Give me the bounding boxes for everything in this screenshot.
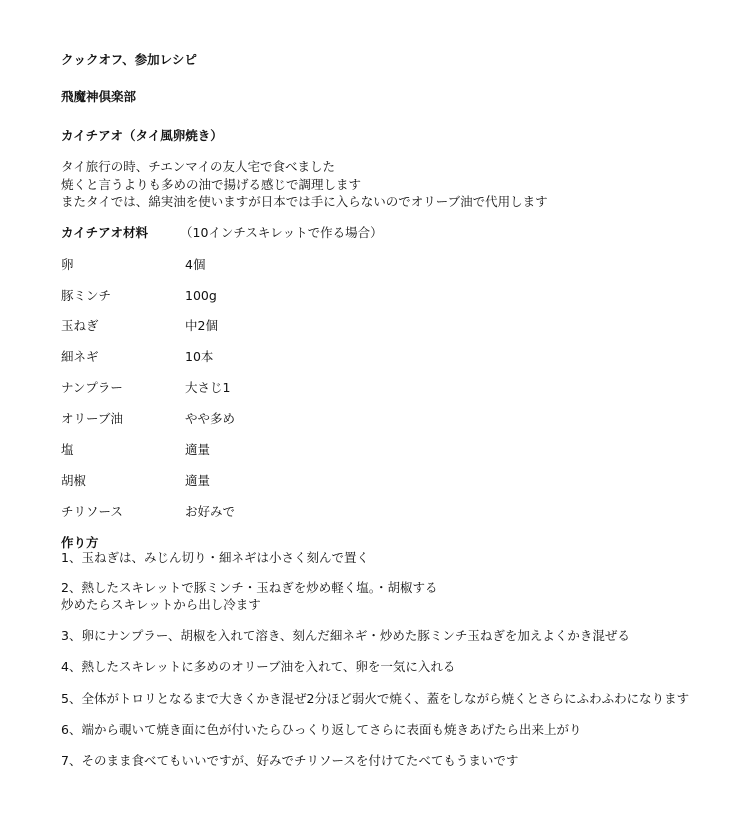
dish-title: カイチアオ（タイ風卵焼き） — [61, 128, 223, 143]
ingredient-qty: 100g — [185, 288, 217, 303]
ingredient-name: 塩 — [61, 442, 74, 457]
ingredient-name: オリーブ油 — [61, 411, 123, 426]
document-header: クックオフ、参加レシピ — [61, 52, 197, 67]
ingredient-name: 玉ねぎ — [61, 318, 99, 333]
ingredient-qty: 10本 — [185, 349, 214, 364]
method-step: 1、玉ねぎは、みじん切り・細ネギは小さく刻んで置く — [61, 550, 369, 565]
method-heading: 作り方 — [61, 535, 99, 550]
method-step: 5、全体がトロリとなるまで大きくかき混ぜ2分ほど弱火で焼く、蓋をしながら焼くとさらにふわふわになります — [61, 691, 690, 706]
ingredient-name: チリソース — [61, 504, 123, 519]
ingredient-name: 細ネギ — [61, 349, 99, 364]
intro-line: タイ旅行の時、チエンマイの友人宅で食べました — [61, 159, 336, 174]
intro-line: またタイでは、綿実油を使いますが日本では手に入らないのでオリーブ油で代用します — [61, 194, 548, 209]
ingredient-name: 卵 — [61, 257, 74, 272]
ingredients-heading: カイチアオ材料 — [61, 225, 149, 240]
ingredient-qty: 4個 — [185, 257, 206, 272]
ingredient-qty: お好みで — [185, 504, 236, 519]
method-step: 7、そのまま食べてもいいですが、好みでチリソースを付けてたべてもうまいです — [61, 753, 519, 768]
ingredient-name: 豚ミンチ — [61, 288, 112, 303]
ingredient-name: 胡椒 — [61, 473, 87, 488]
method-step: 3、卵にナンプラー、胡椒を入れて溶き、刻んだ細ネギ・炒めた豚ミンチ玉ねぎを加えよくかき混ぜる — [61, 628, 630, 643]
method-step: 炒めたらスキレットから出し冷ます — [61, 597, 261, 612]
ingredient-qty: 大さじ1 — [185, 380, 231, 395]
club-name: 飛魔神倶楽部 — [61, 89, 137, 104]
ingredient-name: ナンプラー — [61, 380, 123, 395]
ingredient-qty: 適量 — [185, 473, 211, 488]
ingredients-note: （10インチスキレットで作る場合） — [180, 225, 383, 240]
method-step: 2、熱したスキレットで豚ミンチ・玉ねぎを炒め軽く塩。・胡椒する — [61, 580, 438, 595]
ingredient-qty: 中2個 — [185, 318, 218, 333]
ingredient-qty: やや多め — [185, 411, 236, 426]
ingredient-qty: 適量 — [185, 442, 211, 457]
intro-line: 焼くと言うよりも多めの油で揚げる感じで調理します — [61, 177, 362, 192]
method-step: 6、端から覗いて焼き面に色が付いたらひっくり返してさらに表面も焼きあげたら出来上がり — [61, 722, 582, 737]
method-step: 4、熱したスキレットに多めのオリーブ油を入れて、卵を一気に入れる — [61, 659, 456, 674]
